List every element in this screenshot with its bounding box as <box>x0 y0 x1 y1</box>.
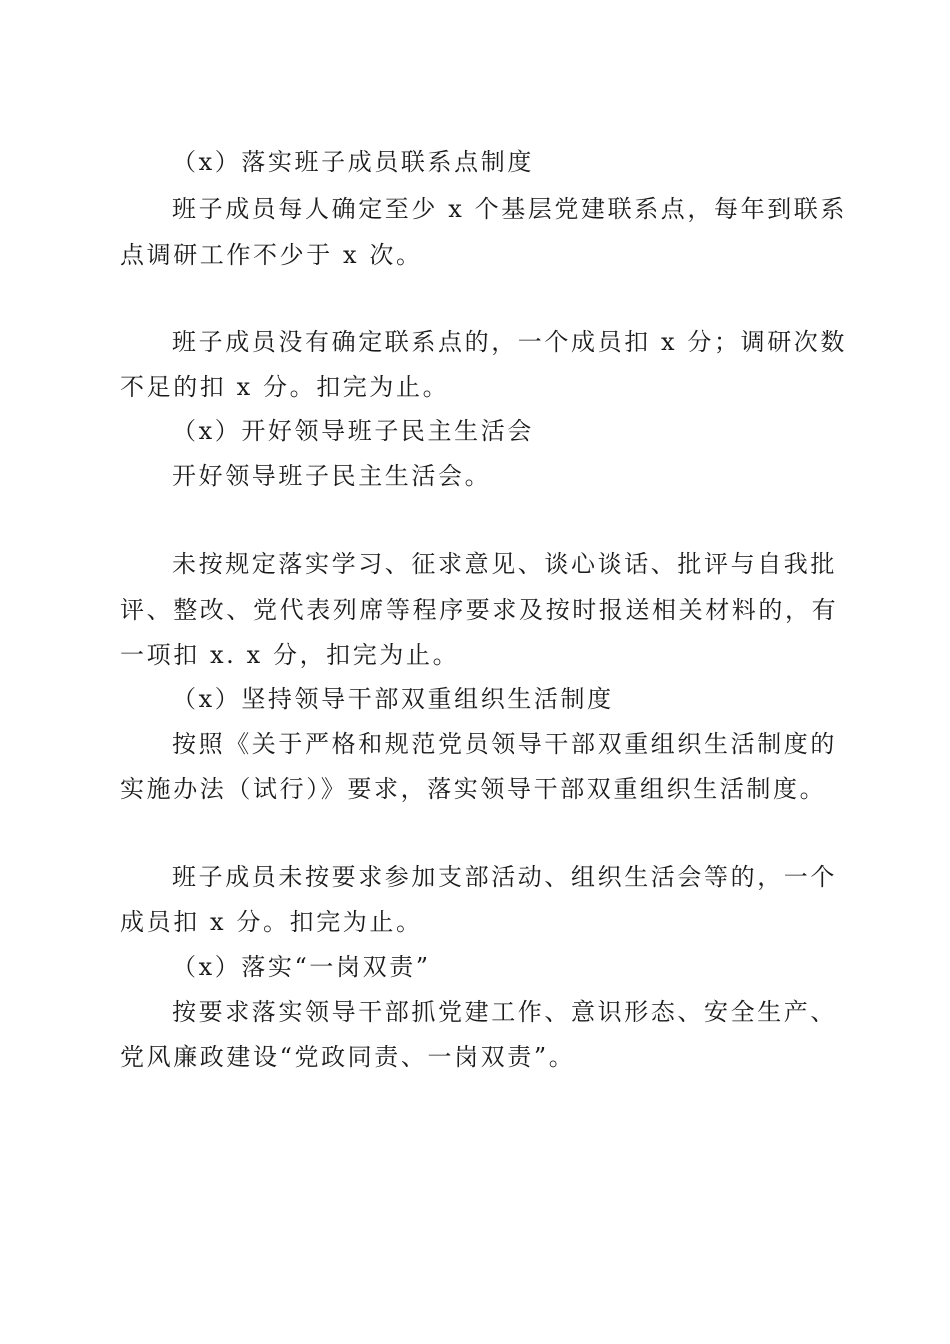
paragraph-line: 评、整改、党代表列席等程序要求及按时报送相关材料的，有 <box>120 596 839 624</box>
paragraph-line: 一项扣 x. x 分，扣完为止。 <box>120 641 460 669</box>
section-heading: （x）落实班子成员联系点制度 <box>172 148 534 176</box>
paragraph-line: 成员扣 x 分。扣完为止。 <box>120 908 423 936</box>
paragraph-line: 点调研工作不少于 x 次。 <box>120 241 423 269</box>
paragraph-line: 实施办法（试行）》要求，落实领导干部双重组织生活制度。 <box>120 775 827 803</box>
paragraph-line: 党风廉政建设“党政同责、一岗双责”。 <box>120 1043 576 1071</box>
section-heading: （x）坚持领导干部双重组织生活制度 <box>172 685 614 713</box>
section-heading: （x）落实“一岗双责” <box>172 953 431 981</box>
paragraph-line: 班子成员没有确定联系点的，一个成员扣 x 分；调研次数 <box>172 328 847 356</box>
paragraph-line: 按要求落实领导干部抓党建工作、意识形态、安全生产、 <box>172 998 837 1026</box>
paragraph-line: 按照《关于严格和规范党员领导干部双重组织生活制度的 <box>172 730 837 758</box>
paragraph-line: 班子成员未按要求参加支部活动、组织生活会等的，一个 <box>172 863 837 891</box>
section-heading: （x）开好领导班子民主生活会 <box>172 417 534 445</box>
paragraph-line: 未按规定落实学习、征求意见、谈心谈话、批评与自我批 <box>172 550 837 578</box>
paragraph-line: 班子成员每人确定至少 x 个基层党建联系点，每年到联系 <box>172 195 847 223</box>
paragraph-line: 不足的扣 x 分。扣完为止。 <box>120 373 450 401</box>
paragraph-line: 开好领导班子民主生活会。 <box>172 462 492 490</box>
